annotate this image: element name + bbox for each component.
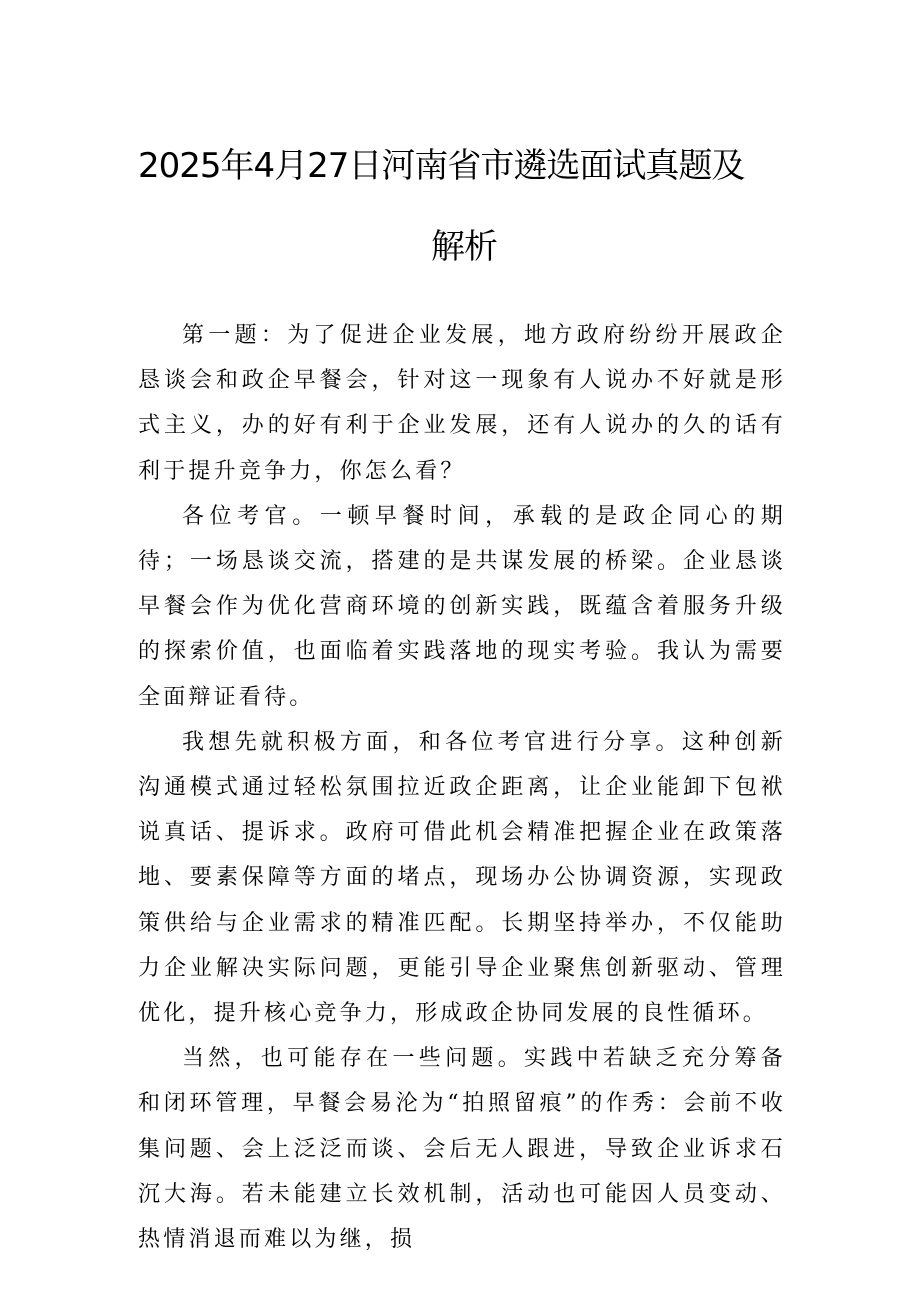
document-title-line1: 2025年4月27日河南省市遴选面试真题及: [138, 146, 745, 186]
paragraph-problems: 当然，也可能存在一些问题。实践中若缺乏充分筹备和闭环管理，早餐会易沦为“拍照留痕”的作秀：会前不收集问题、会上泛泛而谈、会后无人跟进，导致企业诉求石沉大海。若未能建立长效机制，活动也可能因人员变动、热情消退而难以为继，损: [138, 1046, 786, 1253]
paragraph-positive: 我想先就积极方面，和各位考官进行分享。这种创新沟通模式通过轻松氛围拉近政企距离，让企业能卸下包袱说真话、提诉求。政府可借此机会精准把握企业在政策落地、要素保障等方面的堵点，现场办公协调资源，实现政策供给与企业需求的精准匹配。长期坚持举办，不仅能助力企业解决实际问题，更能引导企业聚焦创新驱动、管理优化，提升核心竞争力，形成政企协同发展的良性循环。: [138, 729, 786, 1027]
document-body: [138, 313, 786, 1262]
paragraph-question: 第一题：为了促进企业发展，地方政府纷纷开展政企恳谈会和政企早餐会，针对这一现象有人说办不好就是形式主义，办的好有利于企业发展，还有人说办的久的话有利于提升竞争力，你怎么看？: [138, 323, 786, 484]
document-title-line2: 解析: [431, 227, 497, 267]
paragraph-intro: 各位考官。一顿早餐时间，承载的是政企同心的期待；一场恳谈交流，搭建的是共谋发展的桥梁。企业恳谈早餐会作为优化营商环境的创新实践，既蕴含着服务升级的探索价值，也面临着实践落地的现实考验。我认为需要全面辩证看待。: [138, 503, 786, 710]
